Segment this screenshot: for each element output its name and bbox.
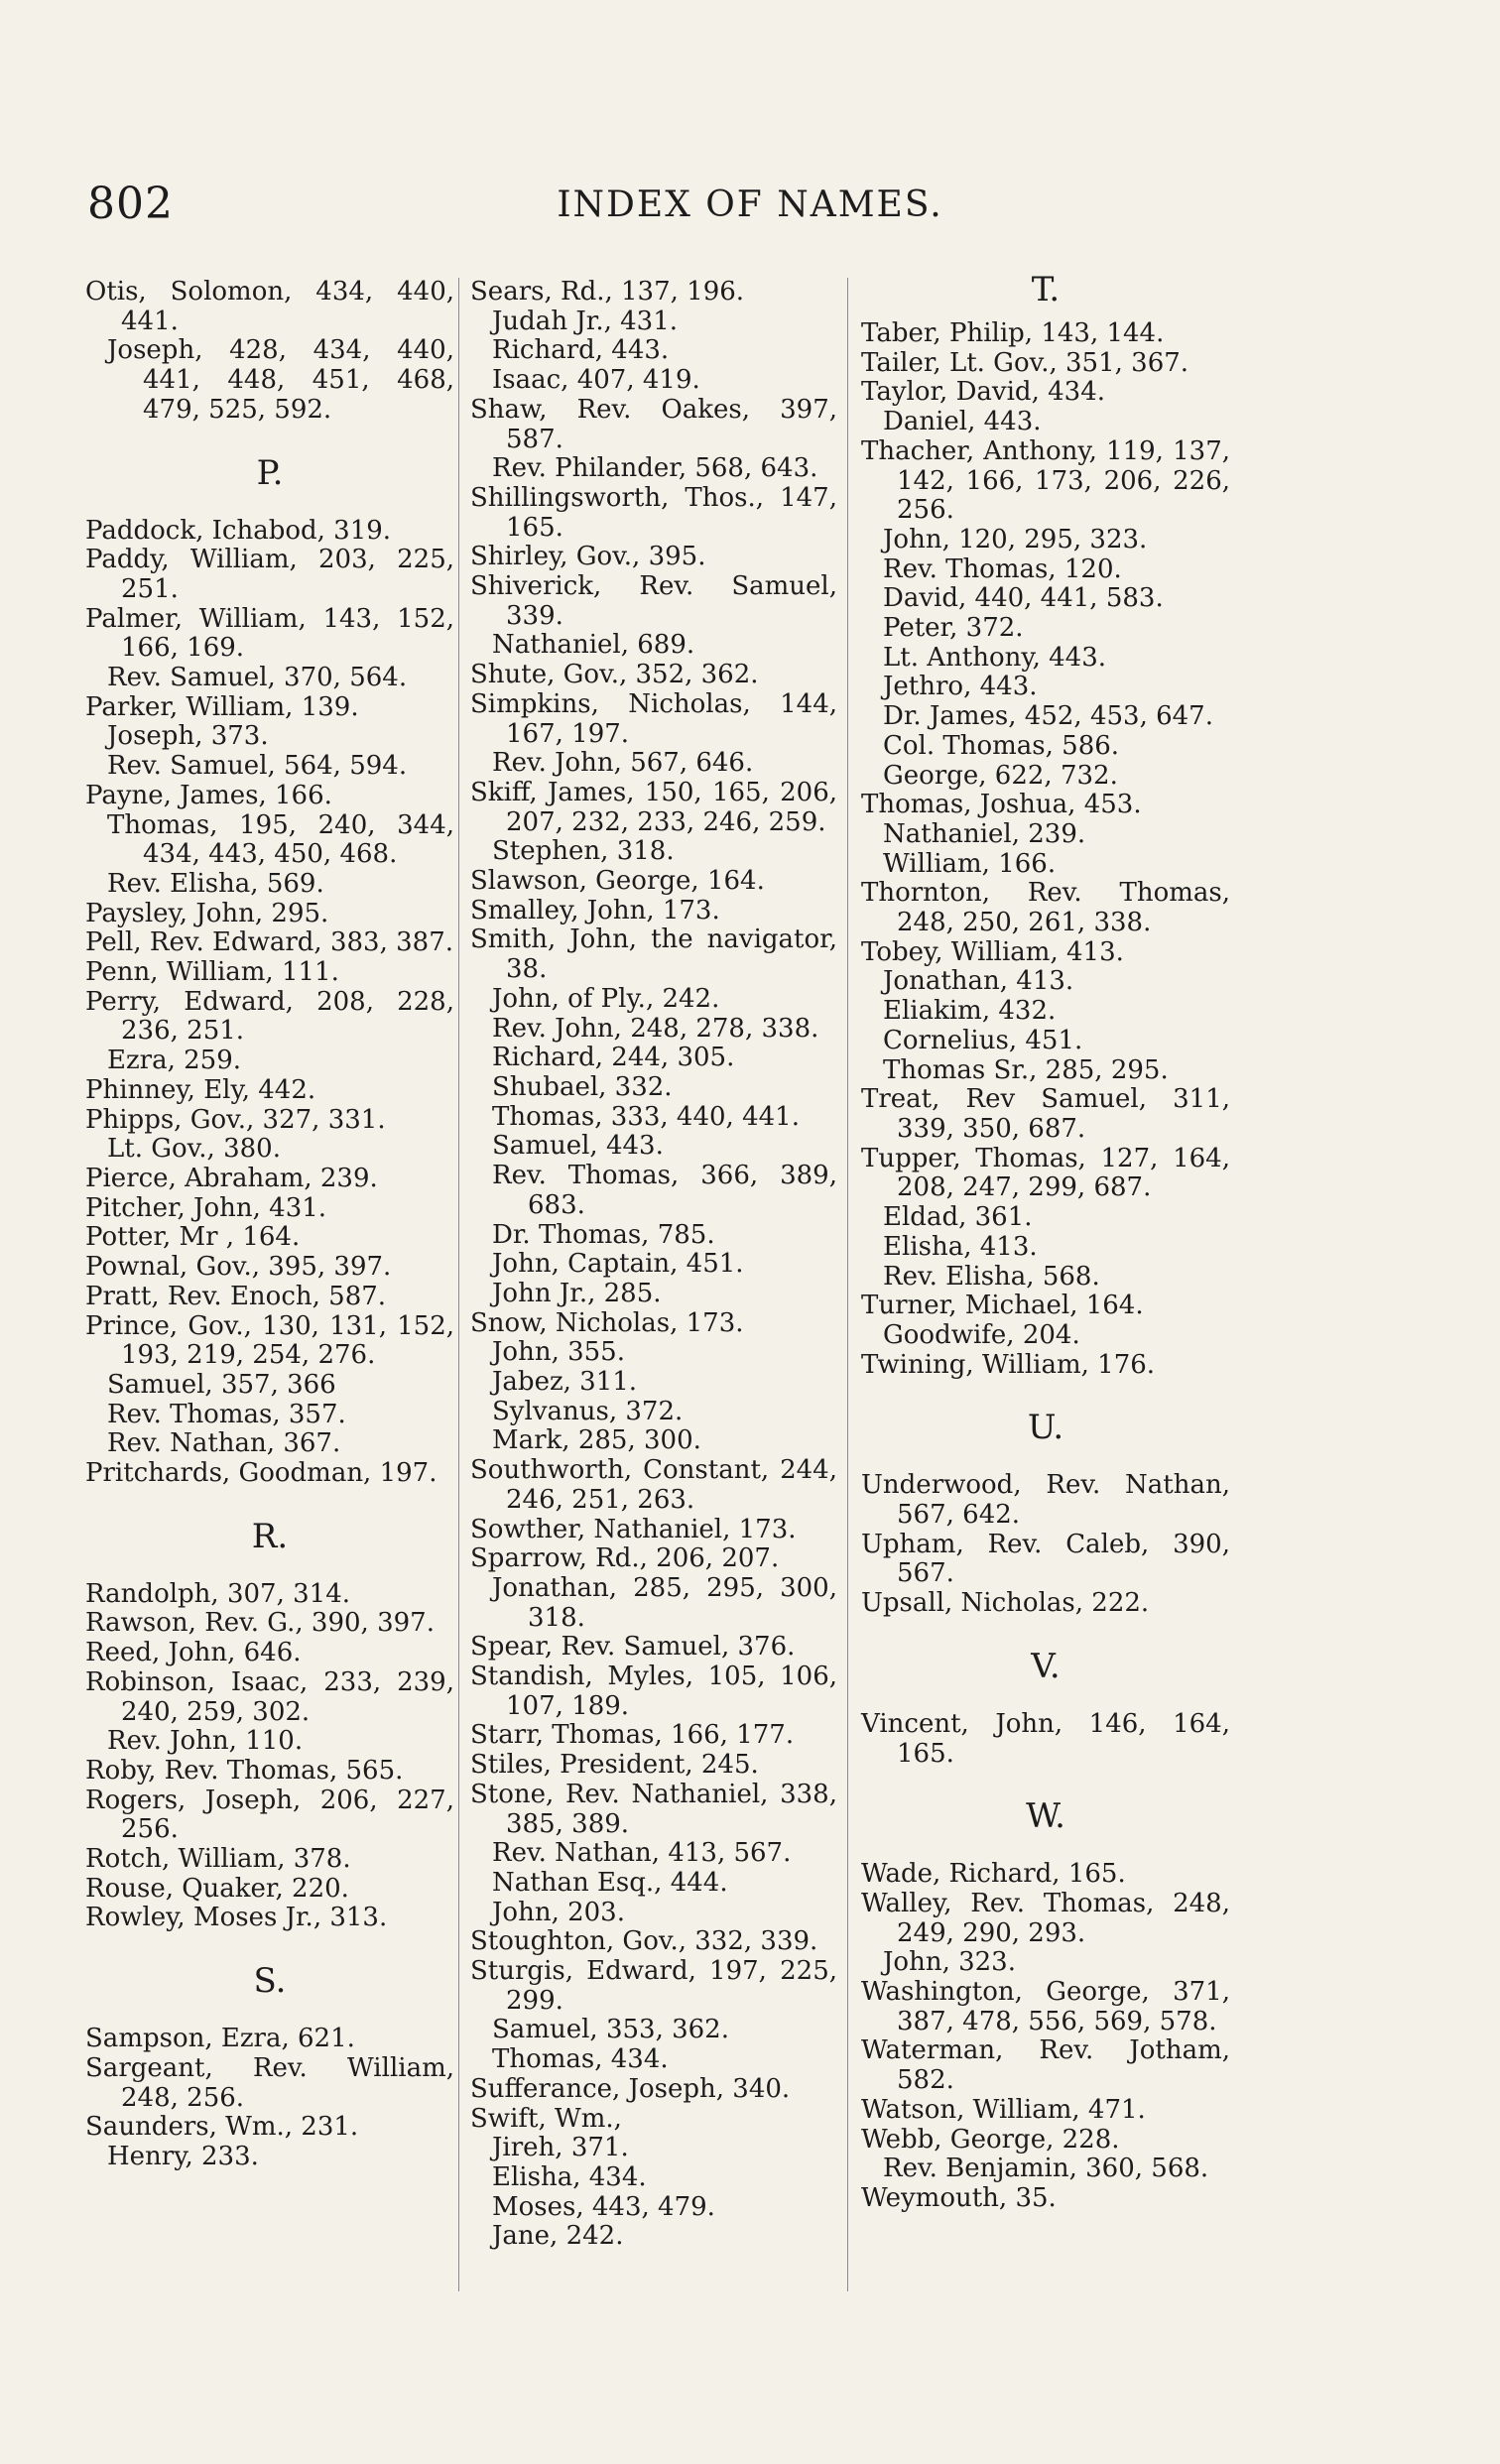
index-entry: Wade, Richard, 165.: [861, 1859, 1126, 1890]
index-subentry: Jethro, 443.: [883, 672, 1038, 702]
index-subentry: Rev. Nathan, 367.: [107, 1428, 341, 1459]
index-subentry: Cornelius, 451.: [883, 1025, 1083, 1055]
index-subentry: Rev. Samuel, 564, 594.: [107, 751, 408, 782]
index-subentry: David, 440, 441, 583.: [883, 583, 1164, 614]
index-subentry: Jane, 242.: [492, 2221, 624, 2252]
index-entry: Sargeant, Rev. William, 248, 256.: [85, 2052, 454, 2113]
index-entry: Taber, Philip, 143, 144.: [861, 318, 1165, 348]
index-subentry: John, Captain, 451.: [492, 1249, 744, 1280]
index-subentry: Samuel, 353, 362.: [492, 2015, 729, 2045]
index-entry: Sampson, Ezra, 621.: [85, 2024, 355, 2054]
index-subentry: Richard, 244, 305.: [492, 1043, 735, 1073]
index-subentry: Nathan Esq., 444.: [492, 1867, 728, 1898]
index-subentry: John Jr., 285.: [492, 1278, 662, 1308]
column-divider: [847, 278, 848, 2291]
index-entry: Potter, Mr , 164.: [85, 1222, 301, 1253]
index-subentry: Rev. Thomas, 357.: [107, 1399, 346, 1429]
letter-heading: W.: [1026, 1796, 1065, 1837]
index-entry: Sears, Rd., 137, 196.: [470, 277, 745, 307]
index-subentry: Rev. Philander, 568, 643.: [492, 453, 818, 484]
index-entry: Penn, William, 111.: [85, 957, 339, 988]
index-entry: Rogers, Joseph, 206, 227, 256.: [85, 1785, 454, 1845]
index-entry: Sturgis, Edward, 197, 225, 299.: [470, 1956, 837, 2016]
index-subentry: Rev. John, 110.: [107, 1726, 304, 1757]
index-entry: Upsall, Nicholas, 222.: [861, 1588, 1150, 1619]
index-subentry: Col. Thomas, 586.: [883, 730, 1120, 761]
index-entry: Robinson, Isaac, 233, 239, 240, 259, 302.: [85, 1666, 454, 1727]
index-entry: Parker, William, 139.: [85, 691, 359, 722]
index-entry: Roby, Rev. Thomas, 565.: [85, 1755, 404, 1786]
index-entry: Treat, Rev Samuel, 311, 339, 350, 687.: [861, 1084, 1230, 1144]
index-subentry: Jonathan, 285, 295, 300, 318.: [492, 1572, 837, 1633]
index-entry: Stiles, President, 245.: [470, 1750, 759, 1781]
index-subentry: Henry, 233.: [107, 2141, 259, 2171]
letter-heading: S.: [253, 1961, 287, 2002]
index-entry: Weymouth, 35.: [861, 2182, 1057, 2213]
index-subentry: Eldad, 361.: [883, 1202, 1033, 1233]
index-entry: Payne, James, 166.: [85, 780, 332, 810]
index-entry: Underwood, Rev. Nathan, 567, 642.: [861, 1470, 1230, 1531]
index-entry: Thacher, Anthony, 119, 137, 142, 166, 173, 206, 226, 256.: [861, 435, 1230, 526]
index-entry: Spear, Rev. Samuel, 376.: [470, 1632, 796, 1663]
index-subentry: Nathaniel, 239.: [883, 818, 1086, 849]
index-entry: Shillingsworth, Thos., 147, 165.: [470, 482, 837, 543]
index-entry: Taylor, David, 434.: [861, 377, 1105, 408]
index-subentry: Rev. Elisha, 568.: [883, 1261, 1100, 1292]
letter-heading: U.: [1027, 1408, 1064, 1448]
index-entry: Pratt, Rev. Enoch, 587.: [85, 1281, 387, 1311]
index-subentry: Rev. Elisha, 569.: [107, 868, 324, 899]
index-entry: Rouse, Quaker, 220.: [85, 1873, 349, 1904]
index-subentry: Jabez, 311.: [492, 1367, 638, 1398]
index-entry: Prince, Gov., 130, 131, 152, 193, 219, 254, 276.: [85, 1310, 454, 1371]
index-subentry: Dr. James, 452, 453, 647.: [883, 701, 1213, 732]
index-entry: Skiff, James, 150, 165, 206, 207, 232, 233, 246, 259.: [470, 777, 837, 837]
index-entry: Standish, Myles, 105, 106, 107, 189.: [470, 1662, 837, 1721]
letter-heading: P.: [256, 452, 284, 493]
index-entry: Stoughton, Gov., 332, 339.: [470, 1926, 818, 1957]
index-entry: Southworth, Constant, 244, 246, 251, 263.: [470, 1455, 837, 1515]
index-entry: Otis, Solomon, 434, 440, 441.: [85, 277, 454, 336]
index-subentry: Daniel, 443.: [883, 407, 1042, 437]
index-subentry: Goodwife, 204.: [883, 1319, 1080, 1350]
index-entry: Pierce, Abraham, 239.: [85, 1163, 378, 1193]
column-divider: [458, 278, 459, 2291]
index-entry: Swift, Wm.,: [470, 2103, 622, 2134]
index-entry: Pell, Rev. Edward, 383, 387.: [85, 927, 453, 958]
index-subentry: Rev. Thomas, 366, 389, 683.: [492, 1161, 837, 1220]
index-entry: Paddy, William, 203, 225, 251.: [85, 545, 454, 604]
index-subentry: Rev. John, 567, 646.: [492, 748, 754, 779]
index-subentry: Elisha, 413.: [883, 1231, 1038, 1262]
index-entry: Waterman, Rev. Jotham, 582.: [861, 2035, 1230, 2096]
index-entry: Turner, Michael, 164.: [861, 1291, 1144, 1321]
index-subentry: Rev. Thomas, 120.: [883, 554, 1122, 584]
index-subentry: John, 120, 295, 323.: [883, 524, 1148, 554]
index-entry: Webb, George, 228.: [861, 2124, 1120, 2155]
index-entry: Paysley, John, 295.: [85, 898, 329, 928]
index-entry: Snow, Nicholas, 173.: [470, 1307, 744, 1338]
index-subentry: Thomas, 434.: [492, 2044, 669, 2075]
index-subentry: Peter, 372.: [883, 613, 1024, 644]
page-number: 802: [87, 179, 174, 229]
index-subentry: Moses, 443, 479.: [492, 2191, 715, 2222]
index-entry: Shaw, Rev. Oakes, 397, 587.: [470, 394, 837, 454]
index-subentry: Joseph, 428, 434, 440, 441, 448, 451, 468, 479, 525, 592.: [107, 335, 454, 425]
index-entry: Thornton, Rev. Thomas, 248, 250, 261, 338.: [861, 878, 1230, 938]
index-entry: Rotch, William, 378.: [85, 1844, 351, 1875]
index-entry: Tobey, William, 413.: [861, 936, 1124, 967]
index-entry: Vincent, John, 146, 164, 165.: [861, 1708, 1230, 1769]
index-subentry: Stephen, 318.: [492, 836, 675, 867]
index-entry: Rawson, Rev. G., 390, 397.: [85, 1608, 435, 1639]
index-entry: Pritchards, Goodman, 197.: [85, 1458, 438, 1489]
index-entry: Smalley, John, 173.: [470, 895, 720, 925]
index-entry: Pitcher, John, 431.: [85, 1192, 327, 1223]
index-column-3: [861, 270, 1230, 2214]
index-entry: Reed, John, 646.: [85, 1638, 302, 1668]
index-subentry: Dr. Thomas, 785.: [492, 1219, 715, 1250]
index-subentry: Thomas, 333, 440, 441.: [492, 1101, 800, 1132]
index-entry: Thomas, Joshua, 453.: [861, 790, 1142, 820]
index-subentry: Ezra, 259.: [107, 1046, 242, 1076]
index-subentry: Rev. Samuel, 370, 564.: [107, 663, 408, 693]
index-subentry: John, 203.: [492, 1897, 625, 1927]
index-subentry: Sylvanus, 372.: [492, 1396, 684, 1426]
index-subentry: Samuel, 357, 366: [107, 1369, 336, 1400]
index-entry: Sparrow, Rd., 206, 207.: [470, 1543, 780, 1574]
index-entry: Upham, Rev. Caleb, 390, 567.: [861, 1529, 1230, 1589]
index-entry: Simpkins, Nicholas, 144, 167, 197.: [470, 688, 837, 749]
index-entry: Walley, Rev. Thomas, 248, 249, 290, 293.: [861, 1888, 1230, 1948]
index-entry: Sufferance, Joseph, 340.: [470, 2073, 791, 2104]
index-subentry: William, 166.: [883, 848, 1057, 879]
index-entry: Slawson, George, 164.: [470, 866, 765, 897]
index-subentry: Rev. Nathan, 413, 567.: [492, 1838, 792, 1869]
index-subentry: Richard, 443.: [492, 335, 670, 366]
index-subentry: Lt. Anthony, 443.: [883, 642, 1107, 673]
index-entry: Tupper, Thomas, 127, 164, 208, 247, 299, 687.: [861, 1143, 1230, 1203]
index-entry: Shirley, Gov., 395.: [470, 542, 706, 572]
index-entry: Rowley, Moses Jr., 313.: [85, 1903, 388, 1933]
index-entry: Sowther, Nathaniel, 173.: [470, 1514, 797, 1544]
index-entry: Shute, Gov., 352, 362.: [470, 660, 759, 690]
index-entry: Smith, John, the navigator, 38.: [470, 924, 837, 985]
index-subentry: Elisha, 434.: [492, 2162, 647, 2192]
index-subentry: Jonathan, 413.: [883, 966, 1074, 997]
index-subentry: Rev. Benjamin, 360, 568.: [883, 2154, 1209, 2184]
index-entry: Pownal, Gov., 395, 397.: [85, 1252, 392, 1283]
index-entry: Shiverick, Rev. Samuel, 339.: [470, 571, 837, 631]
index-column-1: [85, 278, 454, 2172]
index-subentry: Thomas, 195, 240, 344, 434, 443, 450, 468.: [107, 809, 454, 870]
index-subentry: John, 323.: [883, 1947, 1016, 1978]
index-subentry: Mark, 285, 300.: [492, 1425, 701, 1456]
index-entry: Phipps, Gov., 327, 331.: [85, 1104, 386, 1135]
index-entry: Palmer, William, 143, 152, 166, 169.: [85, 603, 454, 664]
index-entry: Tailer, Lt. Gov., 351, 367.: [861, 347, 1189, 378]
index-subentry: Judah Jr., 431.: [492, 306, 679, 336]
index-subentry: Joseph, 373.: [107, 721, 269, 752]
index-entry: Twining, William, 176.: [861, 1349, 1156, 1380]
index-subentry: Samuel, 443.: [492, 1131, 664, 1162]
letter-heading: V.: [1031, 1646, 1061, 1686]
index-subentry: Isaac, 407, 419.: [492, 365, 700, 396]
index-entry: Paddock, Ichabod, 319.: [85, 515, 392, 546]
index-subentry: Eliakim, 432.: [883, 996, 1057, 1027]
letter-heading: T.: [1031, 270, 1061, 309]
index-entry: Stone, Rev. Nathaniel, 338, 385, 389.: [470, 1779, 837, 1839]
index-entry: Starr, Thomas, 166, 177.: [470, 1720, 795, 1751]
index-entry: Washington, George, 371, 387, 478, 556, 569, 578.: [861, 1977, 1230, 2036]
index-entry: Phinney, Ely, 442.: [85, 1074, 316, 1105]
index-subentry: Jireh, 371.: [492, 2133, 629, 2163]
letter-heading: R.: [251, 1516, 289, 1556]
index-entry: Perry, Edward, 208, 228, 236, 251.: [85, 986, 454, 1047]
index-entry: Watson, William, 471.: [861, 2094, 1146, 2125]
index-subentry: John, 355.: [492, 1337, 625, 1368]
index-subentry: Lt. Gov., 380.: [107, 1134, 281, 1165]
page-title: INDEX OF NAMES.: [557, 185, 943, 225]
index-subentry: Nathaniel, 689.: [492, 630, 695, 661]
index-column-2: [470, 278, 837, 2252]
index-subentry: George, 622, 732.: [883, 760, 1118, 791]
index-subentry: John, of Ply., 242.: [492, 983, 720, 1014]
index-subentry: Rev. John, 248, 278, 338.: [492, 1013, 819, 1044]
index-subentry: Thomas Sr., 285, 295.: [883, 1054, 1169, 1085]
index-entry: Randolph, 307, 314.: [85, 1578, 350, 1609]
index-entry: Saunders, Wm., 231.: [85, 2112, 359, 2143]
index-subentry: Shubael, 332.: [492, 1071, 673, 1102]
